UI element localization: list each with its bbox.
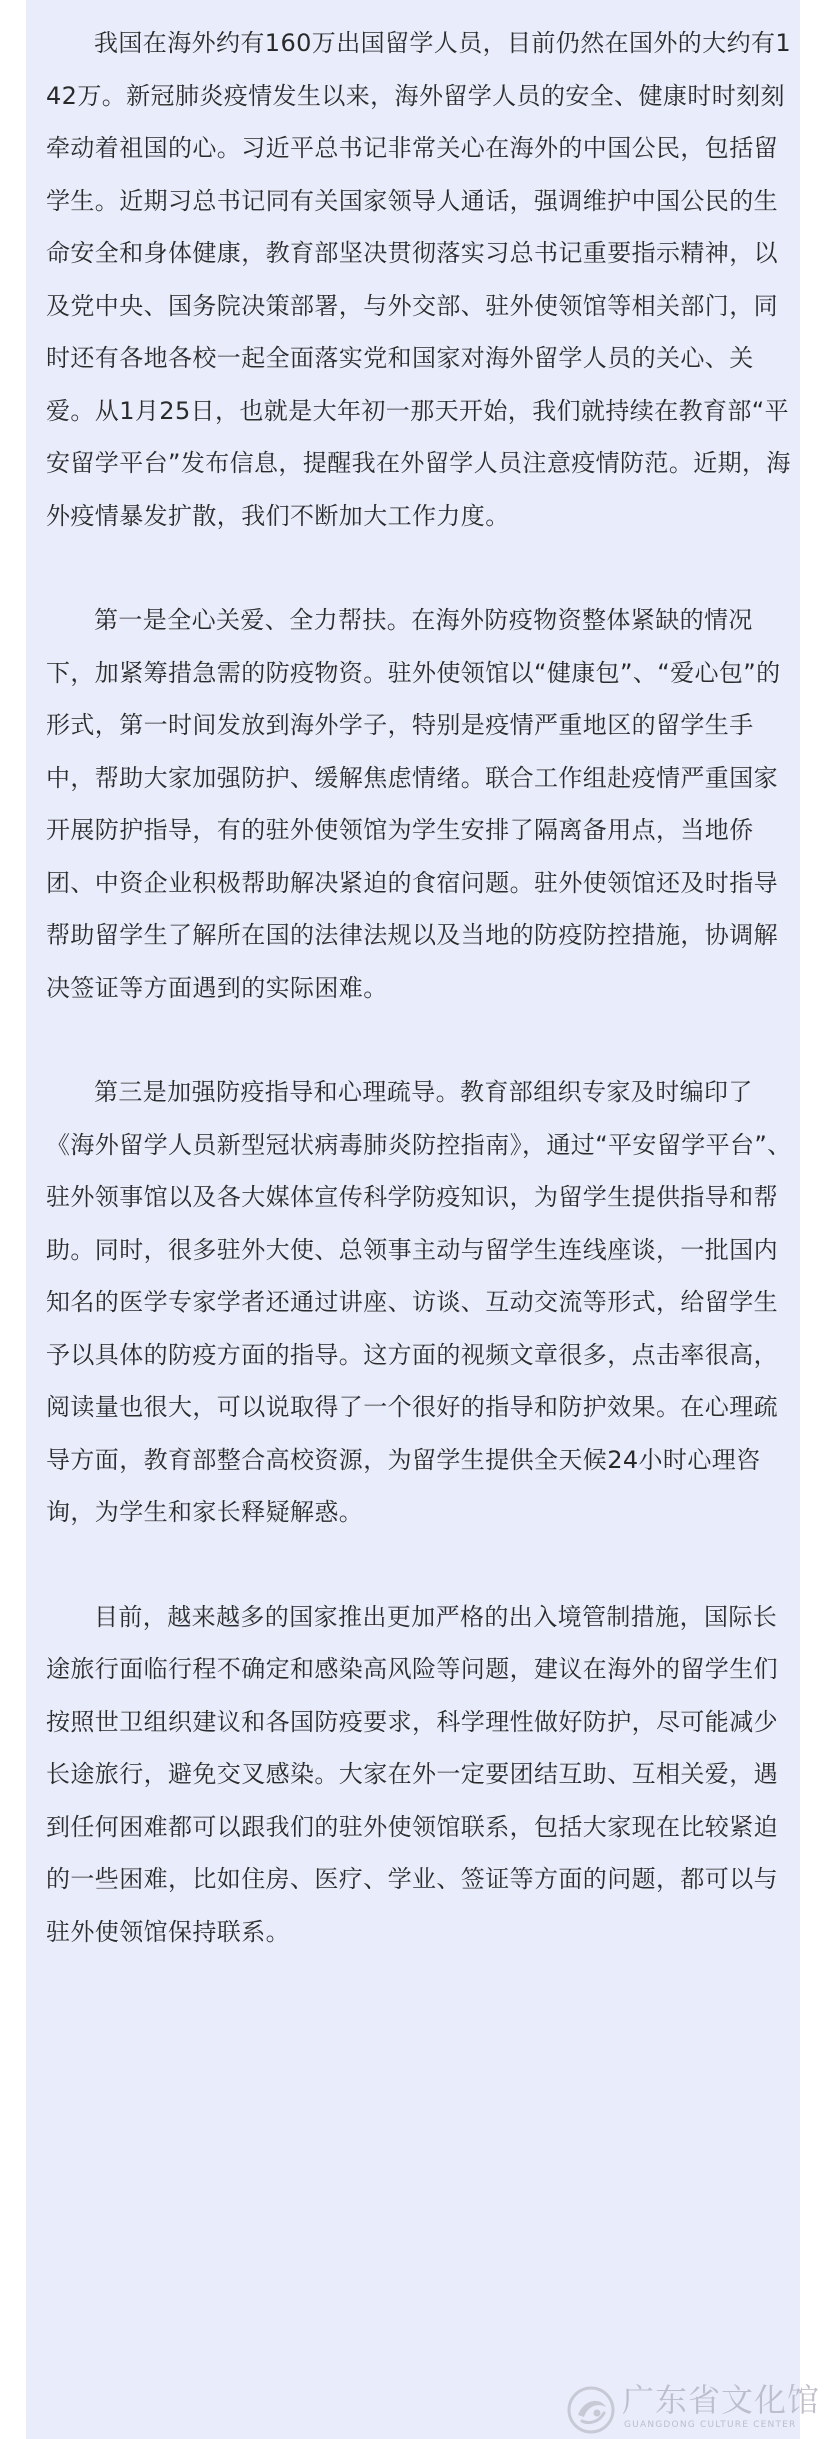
article-paragraph-4: 目前，越来越多的国家推出更加严格的出入境管制措施，国际长途旅行面临行程不确定和感染高风险等问题，建议在海外的留学生们按照世卫组织建议和各国防疫要求，科学理性做好防护，尽可能减少长途旅行，避免交叉感染。大家在外一定要团结互助、互相关爱，遇到任何困难都可以跟我们的驻外使领馆联系，包括大家现在比较紧迫的一些困难，比如住房、医疗、学业、签证等方面的问题，都可以与驻外使领馆保持联系。	[46, 1602, 778, 1946]
watermark-title: 广东省文化馆	[622, 2381, 821, 2419]
article-paragraph-2: 第一是全心关爱、全力帮扶。在海外防疫物资整体紧缺的情况下，加紧筹措急需的防疫物资。驻外使领馆以“健康包”、“爱心包”的形式，第一时间发放到海外学子，特别是疫情严重地区的留学生手中，帮助大家加强防护、缓解焦虑情绪。联合工作组赴疫情严重国家开展防护指导，有的驻外使领馆为学生安排了隔离备用点，当地侨团、中资企业积极帮助解决紧迫的食宿问题。驻外使领馆还及时指导帮助留学生了解所在国的法律法规以及当地的防疫防控措施，协调解决签证等方面遇到的实际困难。	[46, 606, 781, 1002]
watermark	[566, 2377, 821, 2439]
article-paragraph-3: 第三是加强防疫指导和心理疏导。教育部组织专家及时编印了《海外留学人员新型冠状病毒肺炎防控指南》，通过“平安留学平台”、驻外领事馆以及各大媒体宣传科学防疫知识，为留学生提供指导和帮助。同时，很多驻外大使、总领事主动与留学生连线座谈，一批国内知名的医学专家学者还通过讲座、访谈、互动交流等形式，给留学生予以具体的防疫方面的指导。这方面的视频文章很多，点击率很高，阅读量也很大，可以说取得了一个很好的指导和防护效果。在心理疏导方面，教育部整合高校资源，为留学生提供全天候24小时心理咨询，为学生和家长释疑解惑。	[46, 1078, 792, 1526]
watermark-subtitle: GUANGDONG CULTURE CENTER	[624, 2420, 797, 2430]
article-paragraph-1: 我国在海外约有160万出国留学人员，目前仍然在国外的大约有142万。新冠肺炎疫情发生以来，海外留学人员的安全、健康时时刻刻牵动着祖国的心。习近平总书记非常关心在海外的中国公民，包括留学生。近期习总书记同有关国家领导人通话，强调维护中国公民的生命安全和身体健康，教育部坚决贯彻落实习总书记重要指示精神，以及党中央、国务院决策部署，与外交部、驻外使领馆等相关部门，同时还有各地各校一起全面落实党和国家对海外留学人员的关心、关爱。从1月25日，也就是大年初一那天开始，我们就持续在教育部“平安留学平台”发布信息，提醒我在外留学人员注意疫情防范。近期，海外疫情暴发扩散，我们不断加大工作力度。	[46, 29, 792, 530]
article-body	[46, 17, 796, 2010]
culture-center-logo-icon	[566, 2385, 616, 2435]
